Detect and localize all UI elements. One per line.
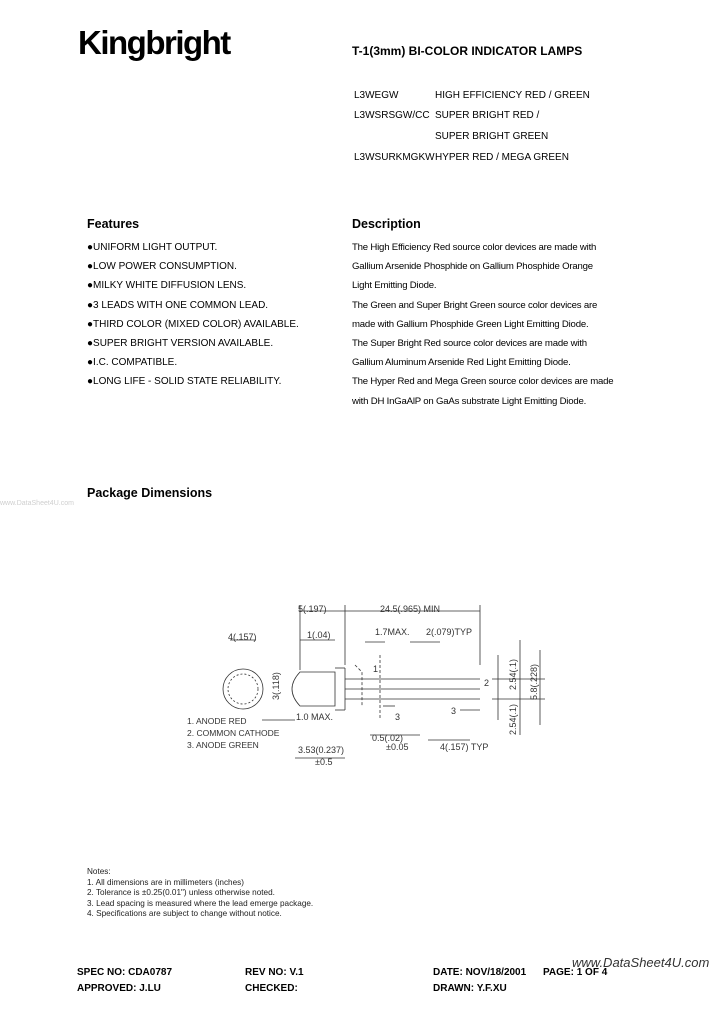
feature-item: ●LONG LIFE - SOLID STATE RELIABILITY.: [87, 376, 282, 388]
approved-by: APPROVED: J.LU: [77, 983, 161, 994]
dim-label: 5.8(.228): [529, 663, 539, 700]
description-line: The Hyper Red and Mega Green source color devices are made: [352, 376, 614, 388]
lamp-front-inner: [228, 674, 258, 704]
lamp-front-outline: [223, 669, 263, 709]
dim-label: ±0.5: [315, 757, 333, 767]
part-code: L3WSURKMGKW: [354, 152, 435, 163]
feature-item: ●3 LEADS WITH ONE COMMON LEAD.: [87, 299, 269, 311]
dim-label: ±0.05: [386, 742, 409, 752]
description-line: The Green and Super Bright Green source color devices are: [352, 299, 598, 311]
notes-heading: Notes:: [87, 867, 111, 876]
feature-item: ●THIRD COLOR (MIXED COLOR) AVAILABLE.: [87, 318, 299, 330]
page-number: PAGE: 1 OF 4: [543, 967, 608, 978]
feature-item: ●SUPER BRIGHT VERSION AVAILABLE.: [87, 338, 274, 350]
dim-label: 2.54(.1): [508, 658, 518, 690]
lead-legend-item: 2. COMMON CATHODE: [187, 728, 280, 738]
description-line: Light Emitting Diode.: [352, 280, 437, 292]
dim-label: 3(.118): [271, 672, 281, 700]
dim-label: 4(.157): [228, 632, 257, 642]
note-item: 4. Specifications are subject to change without notice.: [87, 909, 282, 919]
features-heading: Features: [87, 217, 140, 231]
checked-by: CHECKED:: [245, 983, 298, 994]
package-heading: Package Dimensions: [87, 486, 213, 500]
part-desc: HYPER RED / MEGA GREEN: [435, 152, 569, 163]
part-code: L3WSRSGW/CC: [354, 110, 430, 121]
description-line: Gallium Arsenide Phosphide on Gallium Phosphide Orange: [352, 261, 593, 273]
dim-label: 4(.157) TYP: [440, 742, 489, 752]
lead-legend-item: 3. ANODE GREEN: [187, 740, 259, 750]
part-desc: HIGH EFFICIENCY RED / GREEN: [435, 90, 590, 101]
lead-number: 1: [373, 664, 379, 674]
description-line: with DH InGaAlP on GaAs substrate Light Emitting Diode.: [352, 395, 587, 407]
watermark-text: www.DataSheet4U.com: [0, 500, 74, 507]
description-line: made with Gallium Phosphide Green Light Emitting Diode.: [352, 318, 589, 330]
description-line: Gallium Aluminum Arsenide Red Light Emitting Diode.: [352, 357, 571, 369]
dim-label: 5(.197): [298, 604, 327, 614]
lead-number: 2: [484, 678, 490, 688]
dim-label: 1(.04): [307, 630, 331, 640]
dim-label: 3.53(0.237): [298, 745, 345, 755]
note-item: 3. Lead spacing is measured where the lead emerge package.: [87, 898, 314, 908]
feature-item: ●I.C. COMPATIBLE.: [87, 357, 178, 369]
lead-legend-item: 1. ANODE RED: [187, 716, 247, 726]
description-line: The High Efficiency Red source color devices are made with: [352, 242, 597, 253]
description-heading: Description: [352, 217, 421, 231]
part-code: L3WEGW: [354, 90, 399, 101]
lamp-body-outline: [292, 672, 335, 706]
lead-number: 3: [451, 706, 457, 716]
document-title: T-1(3mm) BI-COLOR INDICATOR LAMPS: [352, 44, 583, 58]
description-line: The Super Bright Red source color devices are made with: [352, 338, 587, 350]
dim-label: 1.0 MAX.: [296, 712, 334, 722]
part-desc: SUPER BRIGHT GREEN: [435, 131, 549, 142]
dim-label: 0.5(.02): [372, 733, 404, 743]
feature-item: ●LOW POWER CONSUMPTION.: [87, 261, 237, 273]
feature-item: ●MILKY WHITE DIFFUSION LENS.: [87, 280, 247, 292]
lead-number: 3: [395, 712, 401, 722]
dim-label: 24.5(.965) MIN: [380, 604, 441, 614]
note-item: 2. Tolerance is ±0.25(0.01") unless otherwise noted.: [87, 888, 275, 898]
feature-item: ●UNIFORM LIGHT OUTPUT.: [87, 242, 218, 253]
revision-number: REV NO: V.1: [245, 967, 304, 978]
dim-label: 2(.079)TYP: [426, 627, 473, 637]
dim-label: 1.7MAX.: [375, 627, 410, 637]
notes: [87, 867, 313, 920]
brand-logo: Kingbright: [78, 24, 230, 61]
document-date: DATE: NOV/18/2001: [433, 967, 527, 978]
dim-label: 2.54(.1): [508, 703, 518, 735]
note-item: 1. All dimensions are in millimeters (inches): [87, 877, 244, 887]
drawn-by: DRAWN: Y.F.XU: [433, 983, 507, 994]
part-desc: SUPER BRIGHT RED /: [435, 110, 540, 121]
spec-number: SPEC NO: CDA0787: [77, 967, 173, 978]
corner-watermark: www.DataSheet4U.com: [572, 955, 710, 970]
